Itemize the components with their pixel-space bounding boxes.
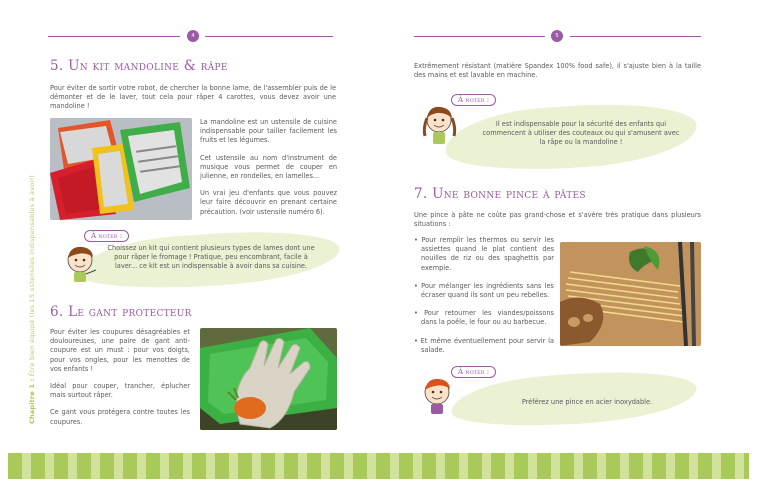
section-title-glove: 6. Le gant protecteur: [50, 304, 192, 320]
kid-girl-icon: [421, 100, 459, 146]
glove-continuation: Extrêmement résistant (matière Spandex 100% food safe), il s'ajuste bien à la taille des mains et est lavable en machine.: [414, 62, 701, 80]
tongs-intro: Une pince à pâte ne coûte pas grand-chose et s'avère très pratique dans plusieurs situations :: [414, 211, 701, 229]
list-item: • Pour mélanger les ingrédients sans les écraser quand ils sont un peu rebelles.: [414, 281, 554, 300]
chapter-title: Être bien équipé (les 15 ustensiles indispensables à avoir): [28, 175, 36, 377]
glove-photo: [200, 328, 337, 430]
note-mandoline: [58, 228, 348, 290]
mandoline-p1: La mandoline est un ustensile de cuisine indispensable pour tailler facilement les fruits et les légumes.: [200, 118, 337, 145]
pasta-tongs-photo: [560, 242, 701, 346]
note-text: Choissez un kit qui contient plusieurs types de lames dont une pour râper le fromage ! Pratique, peu encombrant, facile à laver... ce kit est un indispensable à avoir dans sa cuisine.: [107, 244, 315, 271]
section-title-pasta-tongs: 7. Une bonne pince à pâtes: [414, 186, 586, 202]
page-number: 5: [551, 30, 563, 42]
mandoline-p2: Cet ustensile au nom d'instrument de musique vous permet de couper en julienne, en rondelles, en lamelles...: [200, 153, 337, 181]
glove-description: [50, 328, 190, 435]
left-page: [0, 0, 378, 448]
note-tongs: [421, 360, 701, 432]
mandoline-p3: Un vrai jeu d'enfants que vous pouvez leur faire découvrir en prenant certaine précaution. (voir ustensile numéro 6).: [200, 189, 337, 216]
top-rule-left: [414, 36, 545, 37]
mandoline-intro: Pour éviter de sortir votre robot, de chercher la bonne lame, de l'assembler puis de le démonter et de le laver, tout cela pour râper 4 carottes, vous devez avoir une mandoline !: [50, 84, 336, 111]
right-page: [379, 0, 757, 448]
page-number: 4: [187, 30, 199, 42]
mandoline-description: [200, 118, 337, 225]
list-item: • Pour remplir les thermos ou servir les assiettes quand le plat contient des nouilles de riz ou des spaghettis par exemple.: [414, 236, 554, 272]
chapter-side-tab: [22, 175, 36, 432]
glove-p2: Idéal pour couper, trancher, éplucher mais surtout râper.: [50, 382, 190, 400]
note-glove: [421, 92, 701, 172]
mandoline-illustration: [50, 118, 192, 220]
top-rule-right: [570, 36, 701, 37]
glove-p1: Pour éviter les coupures désagréables et douloureuses, une paire de gant anti-coupure est un must : pour vos doigts, pour vos ongles, pour les menottes de vos enfants !: [50, 328, 190, 373]
top-rule-left: [48, 36, 180, 37]
section-title-mandoline: 5. Un kit mandoline & râpe: [50, 58, 228, 74]
note-label: À noter :: [451, 94, 496, 106]
note-label: À noter :: [451, 366, 496, 378]
note-text: Il est indispensable pour la sécurité des enfants qui commencent à utiliser des couteaux ou qui s'amusent avec la râpe ou la mandoline !: [482, 120, 680, 147]
top-rule-right: [205, 36, 333, 37]
note-text: Préférez une pince en acier inoxydable.: [521, 398, 653, 406]
tongs-uses-list: [414, 236, 554, 364]
mandoline-kit-photo: [50, 118, 192, 220]
note-label: À noter :: [84, 230, 129, 242]
glove-illustration: [200, 328, 337, 430]
kid-boy-icon: [64, 242, 98, 284]
list-item: • Et même éventuellement pour servir la salade.: [414, 336, 554, 354]
glove-p3: Ce gant vous protégera contre toutes les coupures.: [50, 408, 190, 426]
chapter-label: Chapitre 1 :: [28, 378, 36, 424]
list-item: • Pour retourner les viandes/poissons dans la poêle, le four ou au barbecue.: [414, 309, 554, 327]
pasta-illustration: [560, 242, 701, 346]
footer-stripes: [8, 453, 749, 479]
kid-redhead-icon: [421, 374, 455, 416]
